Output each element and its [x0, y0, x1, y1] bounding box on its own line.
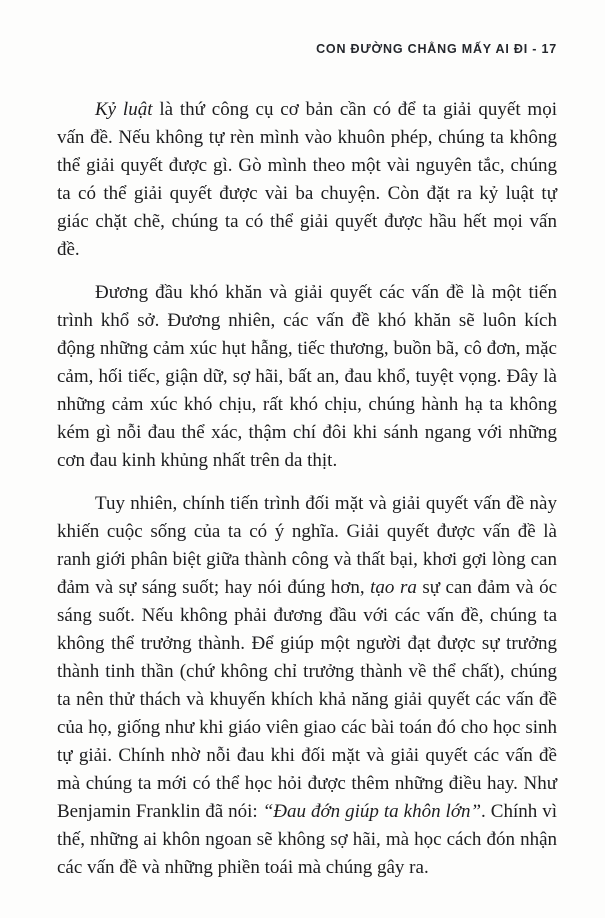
- running-header: [57, 42, 557, 56]
- italic-text-segment: “Đau đớn giúp ta khôn lớn”: [262, 801, 482, 822]
- running-title-page-number: CON ĐƯỜNG CHẲNG MẤY AI ĐI - 17: [316, 42, 557, 56]
- paragraph: [57, 96, 557, 264]
- text-segment: Đương đầu khó khăn và giải quyết các vấn đề là một tiến trình khổ sở. Đương nhiên, các vấn đề khó khăn sẽ luôn kích động những cảm xúc hụt hẫng, tiếc thương, buồn bã, cô đơn, mặc cảm, hối tiếc, giận dữ, sợ hãi, bất an, đau khổ, tuyệt vọng. Đây là những cảm xúc khó chịu, rất khó chịu, chúng hành hạ ta không kém gì nỗi đau thể xác, thậm chí đôi khi sánh ngang với những cơn đau kinh khủng nhất trên da thịt.: [57, 282, 557, 471]
- text-segment: . Chính vì thế, những ai khôn ngoan sẽ không sợ hãi, mà học cách đón nhận các vấn đề và những phiền toái mà chúng gây ra.: [57, 801, 557, 878]
- paragraph: [57, 490, 557, 882]
- paragraph: [57, 279, 557, 475]
- italic-text-segment: tạo ra: [370, 577, 417, 598]
- italic-text-segment: Kỷ luật: [95, 99, 153, 120]
- text-segment: là thứ công cụ cơ bản cần có để ta giải quyết mọi vấn đề. Nếu không tự rèn mình vào khuôn phép, chúng ta không thể giải quyết được gì. Gò mình theo một vài nguyên tắc, chúng ta có thể giải quyết được vài ba chuyện. Còn đặt ra kỷ luật tự giác chặt chẽ, chúng ta có thể giải quyết được hầu hết mọi vấn đề.: [57, 99, 557, 260]
- page-body-text: [57, 96, 557, 882]
- text-segment: Tuy nhiên, chính tiến trình đối mặt và giải quyết vấn đề này khiến cuộc sống của ta có ý nghĩa. Giải quyết được vấn đề là ranh giới phân biệt giữa thành công và thất bại, khơi gợi lòng can đảm và sự sáng suốt; hay nói đúng hơn,: [57, 493, 557, 598]
- text-segment: sự can đảm và óc sáng suốt. Nếu không phải đương đầu với các vấn đề, chúng ta không thể trưởng thành. Để giúp một người đạt được sự trưởng thành tinh thần (chứ không chỉ trưởng thành về thể chất), chúng ta nên thử thách và khuyến khích khả năng giải quyết các vấn đề của họ, giống như khi giáo viên giao các bài toán đó cho học sinh tự giải. Chính nhờ nỗi đau khi đối mặt và giải quyết các vấn đề mà chúng ta mới có thể học hỏi được thêm những điều hay. Như Benjamin Franklin đã nói:: [57, 577, 557, 822]
